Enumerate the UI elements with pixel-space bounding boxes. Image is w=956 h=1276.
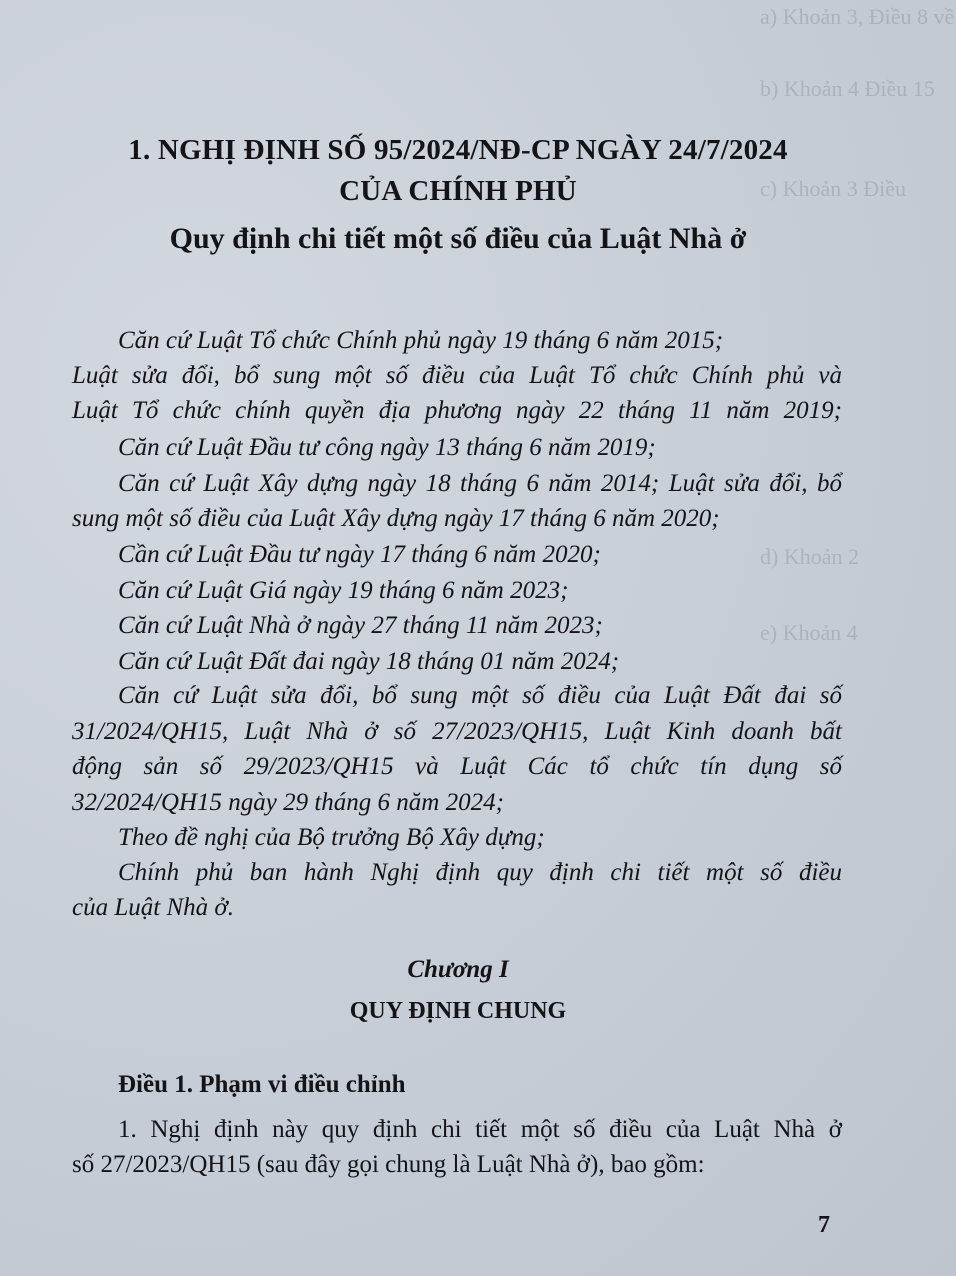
preamble-line: 32/2024/QH15 ngày 29 tháng 6 năm 2024; <box>72 789 504 816</box>
preamble-line: Căn cứ Luật Giá ngày 19 tháng 6 năm 2023; <box>118 577 569 604</box>
preamble-line: Căn cứ Luật sửa đổi, bổ sung một số điều của Luật Đất đai số <box>118 682 842 709</box>
preamble-line: sung một số điều của Luật Xây dựng ngày 17 tháng 6 năm 2020; <box>72 505 720 532</box>
bleed-through-text: b) Khoản 4 Điều 15 <box>760 76 935 101</box>
preamble-line: động sản số 29/2023/QH15 và Luật Các tổ chức tín dụng số <box>72 753 842 780</box>
chapter-title: QUY ĐỊNH CHUNG <box>349 998 567 1024</box>
preamble-line: Căn cứ Luật Nhà ở ngày 27 tháng 11 năm 2023; <box>118 612 603 639</box>
bleed-through-text: a) Khoản 3, Điều 8 về <box>760 4 955 29</box>
chapter-label: Chương I <box>407 956 509 983</box>
page-number: 7 <box>818 1212 830 1238</box>
article-title: Điều 1. Phạm vi điều chỉnh <box>118 1071 406 1098</box>
preamble-line: Cần cứ Luật Đầu tư ngày 17 tháng 6 năm 2020; <box>118 541 601 568</box>
preamble-line: 31/2024/QH15, Luật Nhà ở số 27/2023/QH15, Luật Kinh doanh bất <box>72 718 842 745</box>
bleed-through-text: c) Khoản 3 Điều <box>760 176 907 201</box>
preamble-line: Luật sửa đổi, bổ sung một số điều của Luật Tổ chức Chính phủ và <box>72 362 842 389</box>
preamble-line: Căn cứ Luật Đầu tư công ngày 13 tháng 6 năm 2019; <box>118 434 656 461</box>
preamble-line: Căn cứ Luật Xây dựng ngày 18 tháng 6 năm 2014; Luật sửa đổi, bổ <box>118 470 842 497</box>
preamble-line: Theo đề nghị của Bộ trưởng Bộ Xây dựng; <box>118 824 545 851</box>
article-paragraph-line: 1. Nghị định này quy định chi tiết một số điều của Luật Nhà ở <box>118 1116 842 1143</box>
document-title-line2: CỦA CHÍNH PHỦ <box>339 175 577 207</box>
preamble-line: Căn cứ Luật Đất đai ngày 18 tháng 01 năm 2024; <box>118 648 620 675</box>
preamble-line: Luật Tổ chức chính quyền địa phương ngày 22 tháng 11 năm 2019; <box>72 397 842 424</box>
bleed-through-text: e) Khoản 4 <box>760 620 858 645</box>
bleed-through-text: d) Khoản 2 <box>760 544 859 569</box>
document-subtitle: Quy định chi tiết một số điều của Luật Nhà ở <box>169 222 747 255</box>
preamble-line: Chính phủ ban hành Nghị định quy định chi tiết một số điều <box>118 859 842 886</box>
preamble-line: của Luật Nhà ở. <box>72 894 234 921</box>
preamble-line: Căn cứ Luật Tổ chức Chính phủ ngày 19 tháng 6 năm 2015; <box>118 327 724 354</box>
article-paragraph-line: số 27/2023/QH15 (sau đây gọi chung là Luật Nhà ở), bao gồm: <box>72 1151 705 1178</box>
document-title-line1: 1. NGHỊ ĐỊNH SỐ 95/2024/NĐ-CP NGÀY 24/7/2024 <box>128 134 788 166</box>
